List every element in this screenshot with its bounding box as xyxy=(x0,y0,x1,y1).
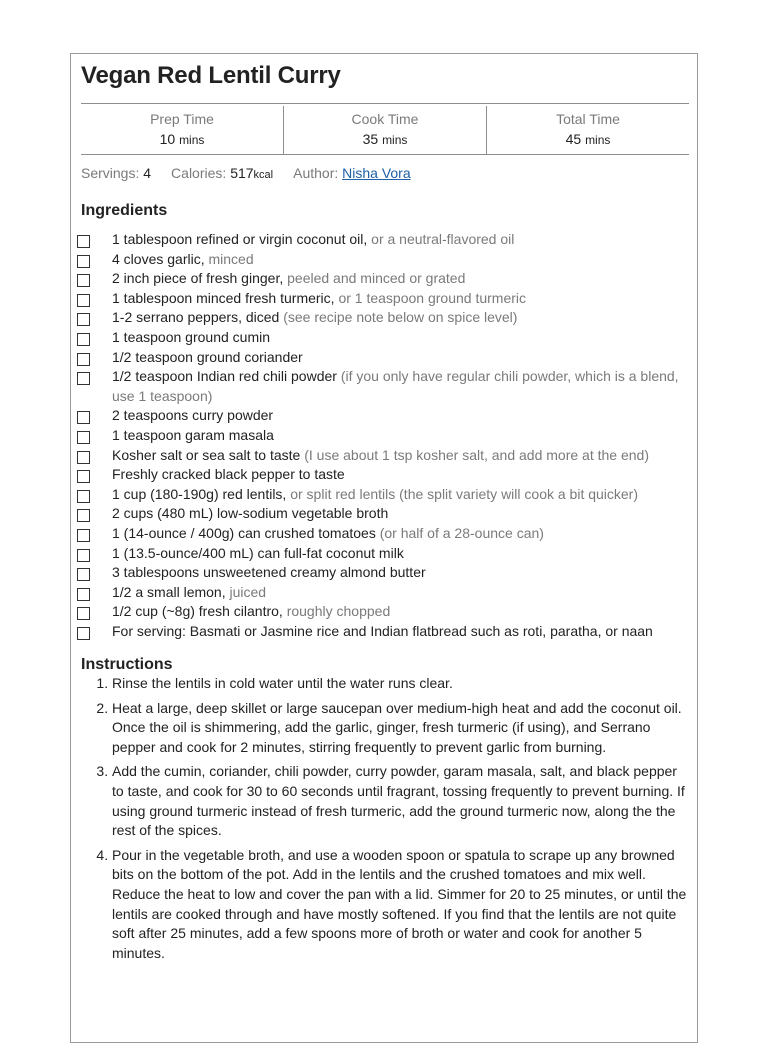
ingredient-item xyxy=(81,504,689,524)
ingredient-text: Freshly cracked black pepper to taste xyxy=(112,466,345,483)
ingredient-note: peeled and minced or grated xyxy=(283,270,466,287)
calories-value: 517 xyxy=(230,165,254,181)
ingredient-checkbox[interactable] xyxy=(77,568,90,581)
author-link[interactable]: Nisha Vora xyxy=(342,165,411,181)
divider xyxy=(81,154,689,155)
ingredient-item xyxy=(81,269,689,289)
ingredient-text: 1 teaspoon garam masala xyxy=(112,426,274,443)
ingredient-checkbox[interactable] xyxy=(77,372,90,385)
recipe-meta xyxy=(81,164,411,184)
ingredient-item xyxy=(81,563,689,583)
ingredient-note: or split red lentils (the split variety will cook a bit quicker) xyxy=(286,485,639,502)
instructions-heading: Instructions xyxy=(81,656,173,673)
ingredient-text: 1-2 serrano peppers, diced xyxy=(112,309,280,326)
ingredient-checkbox[interactable] xyxy=(77,529,90,542)
ingredient-note: (see recipe note below on spice level) xyxy=(279,309,518,326)
ingredient-note: juiced xyxy=(225,583,267,600)
ingredient-checkbox[interactable] xyxy=(77,353,90,366)
ingredient-text: 1/2 a small lemon, xyxy=(112,583,226,600)
cook-time-label: Cook Time xyxy=(351,111,419,127)
author-label: Author: xyxy=(293,165,339,181)
instruction-step: 2. Heat a large, deep skillet or large saucepan over medium-high heat and add the coconut oil. Once the oil is shimmering, add the garlic, ginger, fresh turmeric (if using), and Serrano pepper and cook for 2 minutes, stirring frequently to prevent garlic from burning. xyxy=(112,699,689,758)
recipe-card xyxy=(70,53,698,1043)
ingredient-checkbox[interactable] xyxy=(77,470,90,483)
ingredient-item xyxy=(81,602,689,622)
ingredient-checkbox[interactable] xyxy=(77,607,90,620)
ingredient-checkbox[interactable] xyxy=(77,235,90,248)
ingredient-checkbox[interactable] xyxy=(77,274,90,287)
ingredient-note: roughly chopped xyxy=(282,603,391,620)
ingredient-text: 1/2 cup (~8g) fresh cilantro, xyxy=(112,603,283,620)
ingredient-checkbox[interactable] xyxy=(77,313,90,326)
prep-time xyxy=(81,106,283,154)
ingredient-item xyxy=(81,250,689,270)
ingredient-item xyxy=(81,367,689,406)
ingredient-note: minced xyxy=(204,250,254,267)
ingredient-item xyxy=(81,230,689,250)
instruction-step: 4. Pour in the vegetable broth, and use a wooden spoon or spatula to scrape up any browned bits on the bottom of the pot. Add in the lentils and the crushed tomatoes and mix well. Reduce the heat to low and cover the pan with a lid. Simmer for 20 to 25 minutes, or until the lentils are cooked through and have mostly softened. If you find that the lentils are not quite soft after 25 minutes, add a few spoons more of broth or water and cook for another 5 minutes. xyxy=(112,846,689,964)
ingredient-checkbox[interactable] xyxy=(77,333,90,346)
ingredient-note: or a neutral-flavored oil xyxy=(367,231,515,247)
ingredient-text: 3 tablespoons unsweetened creamy almond butter xyxy=(112,564,426,581)
ingredient-note: (if you only have regular chili powder, which is a blend, use 1 teaspoon) xyxy=(112,368,679,404)
total-time-unit: mins xyxy=(585,133,611,147)
ingredient-text: 2 inch piece of fresh ginger, xyxy=(112,270,284,287)
ingredient-item xyxy=(81,348,689,368)
ingredient-item xyxy=(81,406,689,426)
ingredient-item xyxy=(81,289,689,309)
ingredient-item xyxy=(81,485,689,505)
ingredient-item xyxy=(81,524,689,544)
ingredient-checkbox[interactable] xyxy=(77,431,90,444)
ingredient-text: Kosher salt or sea salt to taste xyxy=(112,446,301,463)
cook-time-value: 35 mins xyxy=(362,131,408,147)
divider xyxy=(81,103,689,104)
ingredient-item xyxy=(81,308,689,328)
ingredient-checkbox[interactable] xyxy=(77,509,90,522)
instructions-list xyxy=(81,674,689,968)
ingredient-text: 1 tablespoon minced fresh turmeric, xyxy=(112,289,335,306)
ingredient-text: For serving: Basmati or Jasmine rice and Indian flatbread such as roti, paratha, or naan xyxy=(112,622,653,639)
ingredient-note: (I use about 1 tsp kosher salt, and add more at the end) xyxy=(300,446,649,463)
ingredient-checkbox[interactable] xyxy=(77,294,90,307)
ingredients-list xyxy=(81,230,689,641)
ingredient-checkbox[interactable] xyxy=(77,627,90,640)
prep-time-unit: mins xyxy=(179,133,205,147)
ingredient-checkbox[interactable] xyxy=(77,451,90,464)
servings-value: 4 xyxy=(143,165,152,181)
cook-time-unit: mins xyxy=(382,133,408,147)
ingredients-heading: Ingredients xyxy=(81,202,168,219)
cook-time xyxy=(283,106,486,154)
ingredient-text: 2 teaspoons curry powder xyxy=(112,407,274,424)
ingredient-checkbox[interactable] xyxy=(77,549,90,562)
total-time-label: Total Time xyxy=(556,111,620,127)
ingredient-text: 2 cups (480 mL) low-sodium vegetable broth xyxy=(112,505,389,522)
ingredient-checkbox[interactable] xyxy=(77,490,90,503)
ingredient-text: 1/2 teaspoon ground coriander xyxy=(112,348,303,365)
ingredient-checkbox[interactable] xyxy=(77,588,90,601)
ingredient-text: 1/2 teaspoon Indian red chili powder xyxy=(112,368,337,385)
prep-time-value: 10 mins xyxy=(159,131,205,147)
ingredient-text: 1 (14-ounce / 400g) can crushed tomatoes xyxy=(112,524,376,541)
ingredient-text: 4 cloves garlic, xyxy=(112,250,205,267)
ingredient-note: or 1 teaspoon ground turmeric xyxy=(334,289,527,306)
ingredient-item xyxy=(81,446,689,466)
ingredient-text: 1 cup (180-190g) red lentils, xyxy=(112,485,287,502)
ingredient-item xyxy=(81,328,689,348)
ingredient-item xyxy=(81,583,689,603)
total-time-value: 45 mins xyxy=(565,131,611,147)
ingredient-note: (or half of a 28-ounce can) xyxy=(375,524,544,541)
ingredient-text: 1 teaspoon ground cumin xyxy=(112,328,270,345)
recipe-title: Vegan Red Lentil Curry xyxy=(81,62,341,89)
ingredient-checkbox[interactable] xyxy=(77,255,90,268)
ingredient-item xyxy=(81,622,689,642)
recipe-times xyxy=(81,106,689,154)
calories-unit: kcal xyxy=(253,169,274,181)
instruction-step: 3. Add the cumin, coriander, chili powder, curry powder, garam masala, salt, and black pepper to taste, and cook for 30 to 60 seconds until fragrant, tossing frequently to prevent burning. If using ground turmeric instead of fresh turmeric, add the ground turmeric now, along the the rest of the spices. xyxy=(112,762,689,840)
ingredient-item xyxy=(81,544,689,564)
instruction-step: 1. Rinse the lentils in cold water until the water runs clear. xyxy=(112,674,689,694)
ingredient-text: 1 (13.5-ounce/400 mL) can full-fat coconut milk xyxy=(112,544,404,561)
ingredient-checkbox[interactable] xyxy=(77,411,90,424)
prep-time-label: Prep Time xyxy=(150,111,214,127)
ingredient-item xyxy=(81,426,689,446)
total-time xyxy=(486,106,689,154)
servings-label: Servings: xyxy=(81,165,140,181)
ingredient-text: 1 tablespoon refined or virgin coconut oil, xyxy=(112,231,368,247)
ingredient-item xyxy=(81,465,689,485)
calories-label: Calories: xyxy=(171,165,227,181)
